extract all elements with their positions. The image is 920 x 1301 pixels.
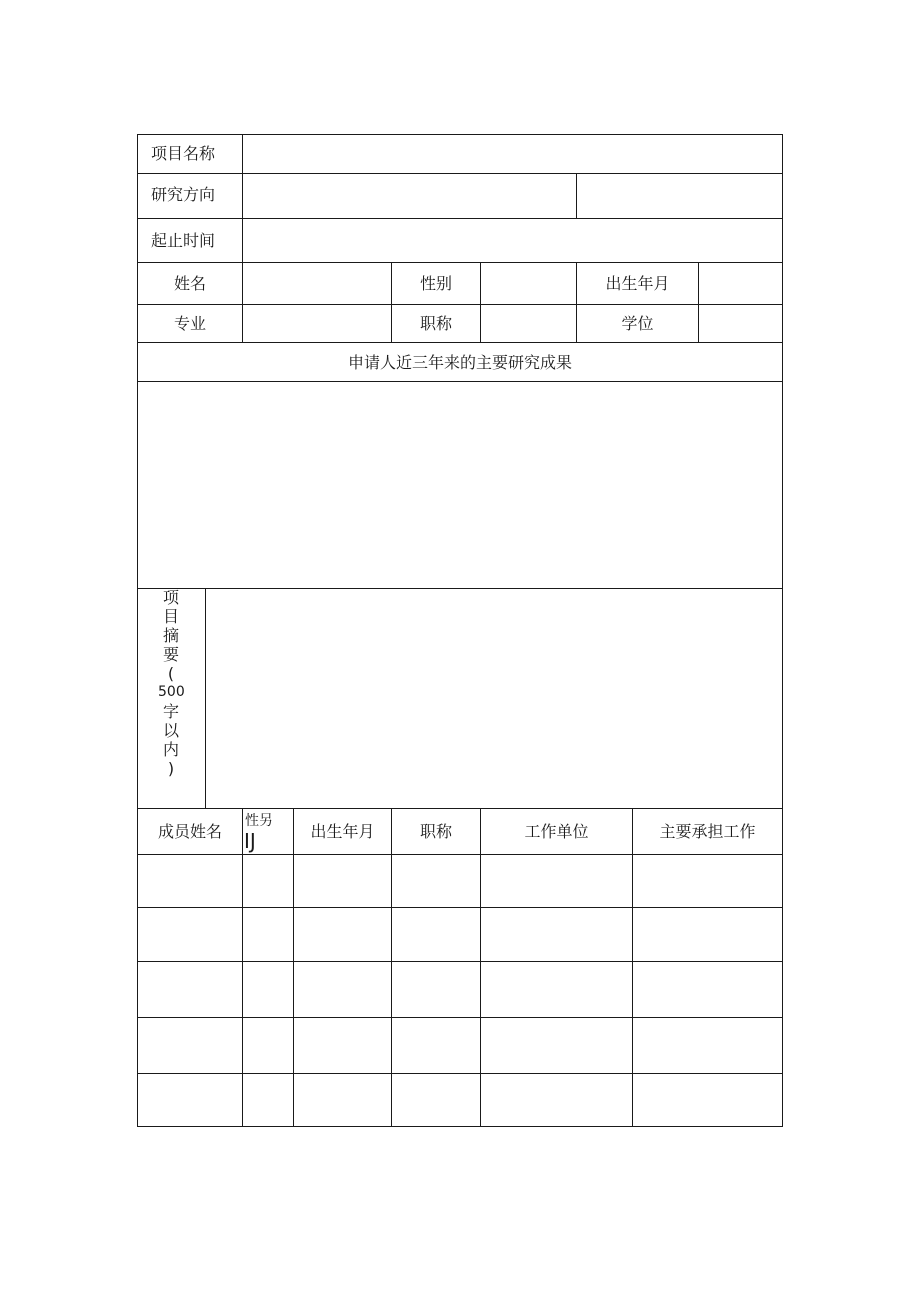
summary-label-char: 目 <box>162 607 179 626</box>
summary-label <box>158 588 184 778</box>
summary-label-char: 要 <box>162 645 179 664</box>
summary-label-char: ) <box>167 759 175 778</box>
column-divider <box>242 808 243 1127</box>
summary-label-char: 以 <box>162 721 179 740</box>
research-direction-label: 研究方向 <box>151 185 216 204</box>
applicant-gender-label: 性别 <box>419 274 452 293</box>
column-divider <box>576 173 577 219</box>
applicant-degree-label: 学位 <box>621 314 654 333</box>
row-divider <box>137 262 783 263</box>
period-label: 起止时间 <box>151 231 216 250</box>
row-divider <box>137 342 783 343</box>
column-divider <box>632 808 633 1127</box>
row-divider <box>137 381 783 382</box>
column-divider <box>480 808 481 1127</box>
members-header-gender-bottom: IJ <box>244 829 256 853</box>
row-divider <box>137 808 783 809</box>
applicant-name-label: 姓名 <box>173 274 206 293</box>
members-header-unit: 工作单位 <box>524 822 589 841</box>
row-divider <box>137 961 783 962</box>
members-header-birth: 出生年月 <box>310 822 375 841</box>
row-divider <box>137 304 783 305</box>
summary-label-char: 内 <box>162 740 179 759</box>
table-border-right <box>782 134 783 1127</box>
summary-label-char: 摘 <box>162 626 179 645</box>
column-divider <box>698 262 699 343</box>
summary-label-char: 500 <box>158 684 185 700</box>
row-divider <box>137 907 783 908</box>
column-divider <box>293 808 294 1127</box>
members-header-name: 成员姓名 <box>157 822 222 841</box>
table-border-bottom <box>137 1126 783 1127</box>
row-divider <box>137 173 783 174</box>
project-name-label: 项目名称 <box>151 144 216 163</box>
members-header-duty: 主要承担工作 <box>659 822 756 841</box>
applicant-major-label: 专业 <box>173 314 206 333</box>
column-divider <box>242 134 243 343</box>
table-border-top <box>137 134 783 135</box>
row-divider <box>137 218 783 219</box>
summary-label-char: 项 <box>162 588 179 607</box>
members-header-title: 职称 <box>419 822 452 841</box>
achievements-heading: 申请人近三年来的主要研究成果 <box>347 353 572 372</box>
row-divider <box>137 1017 783 1018</box>
applicant-title-label: 职称 <box>419 314 452 333</box>
row-divider <box>137 854 783 855</box>
column-divider <box>480 262 481 343</box>
summary-label-char: ( <box>167 664 175 683</box>
column-divider <box>391 808 392 1127</box>
row-divider <box>137 588 783 589</box>
column-divider <box>205 588 206 809</box>
members-header-gender-top: 性另 <box>245 813 273 829</box>
row-divider <box>137 1073 783 1074</box>
summary-label-char: 字 <box>162 702 179 721</box>
applicant-birth-label: 出生年月 <box>605 274 670 293</box>
